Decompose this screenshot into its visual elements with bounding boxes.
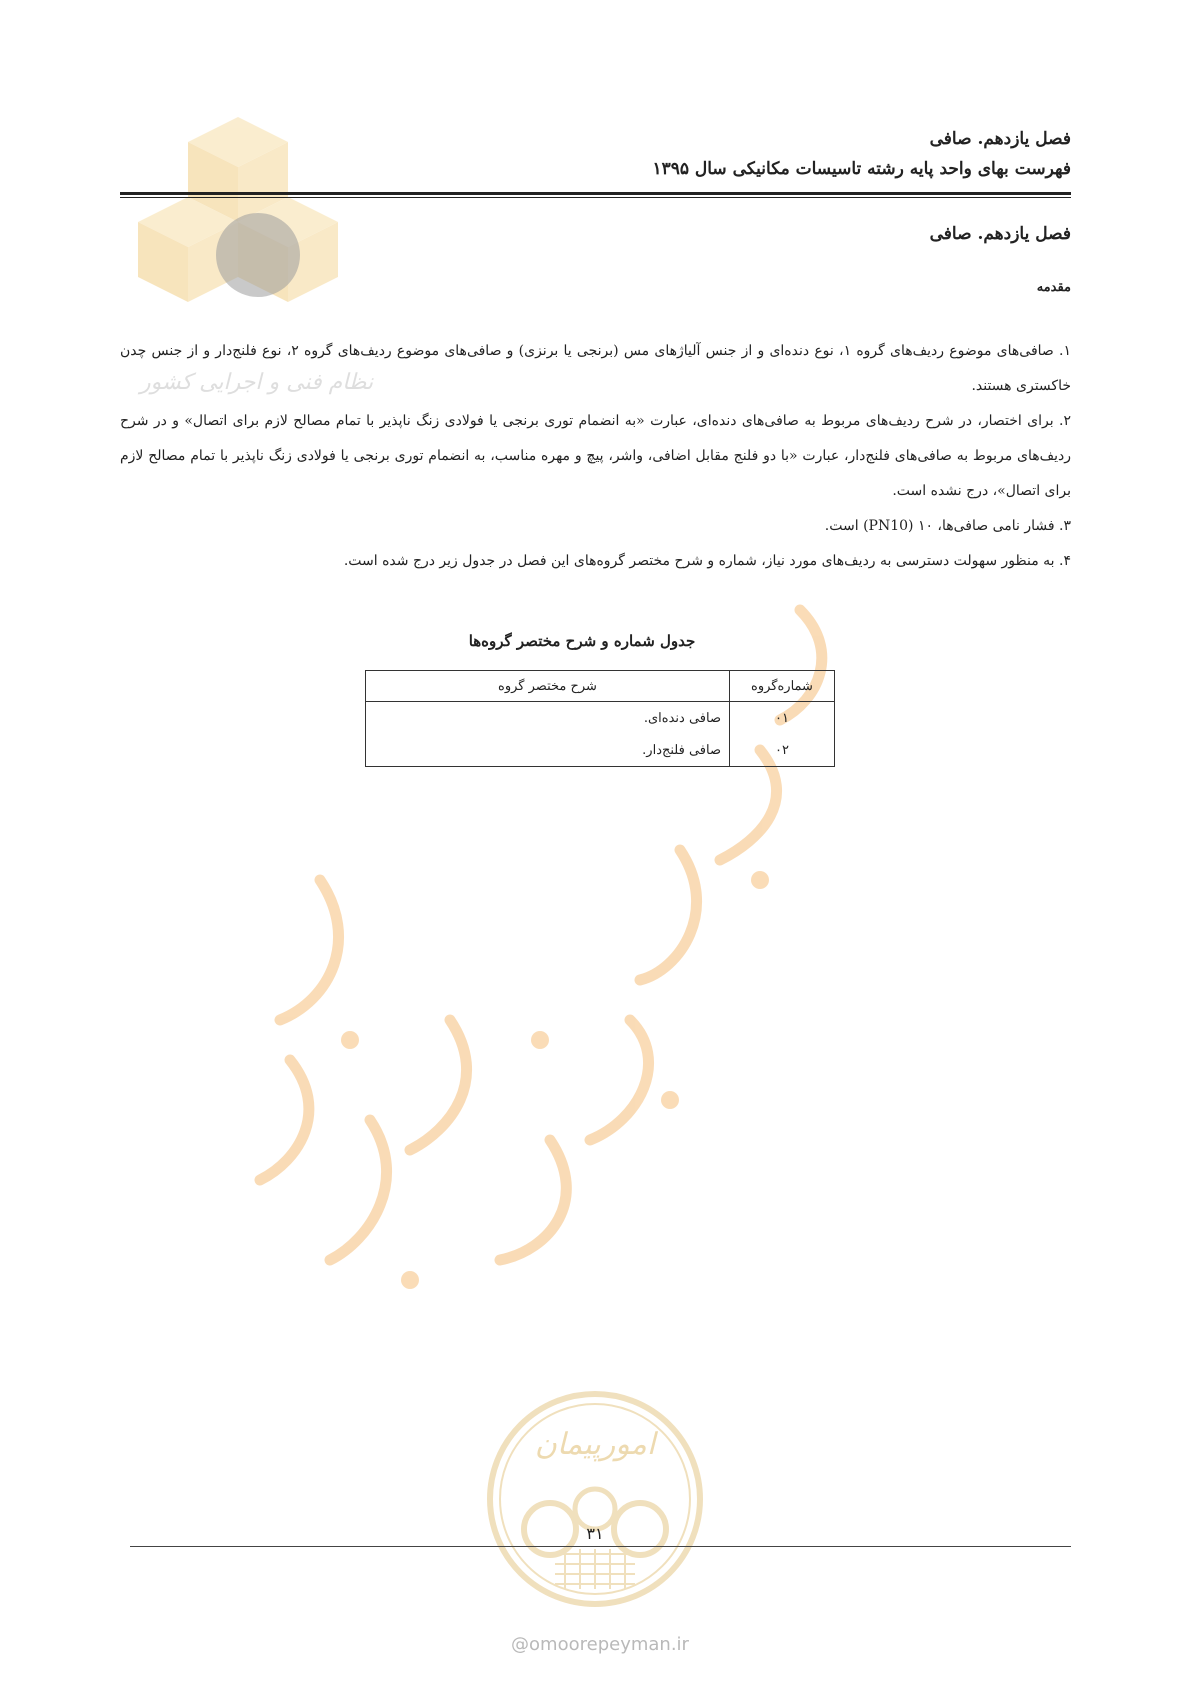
logo-caption-watermark: نظام فنی و اجرایی کشور — [140, 370, 374, 395]
paragraph-3: ۳. فشار نامی صافی‌ها، ۱۰ (PN10) است. — [824, 518, 1071, 534]
group-number-cell: ۰۱ — [730, 702, 835, 735]
script-watermark — [200, 500, 960, 1320]
page-header — [120, 124, 1071, 184]
header-rule-thin — [120, 197, 1071, 198]
paragraph-4: ۴. به منظور سهولت دسترسی به ردیف‌های مورد نیاز، شماره و شرح مختصر گروه‌های این فصل در جدول زیر درج شده است. — [343, 553, 1071, 569]
header-chapter: فصل یازدهم. صافی — [929, 129, 1071, 149]
group-description-cell: صافی فلنج‌دار. — [366, 734, 730, 767]
table-row — [366, 702, 835, 735]
paragraph-2: ۲. برای اختصار، در شرح ردیف‌های مربوط به صافی‌های دنده‌ای، عبارت «به انضمام توری برنجی یا فولادی زنگ ناپذیر با تمام مصالح لازم برای اتصال» و در شرح ردیف‌های مربوط به صافی‌های فلنج‌دار، عبارت «با دو فلنج مقابل اضافی، واشر، پیچ و مهره مناسب، به انضمام توری برنجی یا فولادی زنگ ناپذیر با تمام مصالح لازم برای اتصال»، درج نشده است. — [120, 413, 1071, 499]
footer-rule — [130, 1546, 1071, 1547]
page-number: ۳۱ — [586, 1524, 604, 1543]
table-row — [366, 734, 835, 767]
group-description-cell: صافی دنده‌ای. — [366, 702, 730, 735]
intro-body — [120, 334, 1071, 579]
table-header-row — [366, 671, 835, 702]
paragraph-1: ۱. صافی‌های موضوع ردیف‌های گروه ۱، نوع دنده‌ای و از جنس آلیاژهای مس (برنجی یا برنزی) و صافی‌های موضوع ردیف‌های گروه ۲، نوع فلنج‌دار و از جنس چدن خاکستری هستند. — [120, 343, 1071, 394]
header-group-description: شرح مختصر گروه — [366, 671, 730, 702]
site-credit: @omoorepeyman.ir — [511, 1634, 689, 1655]
groups-table — [365, 670, 835, 767]
logo-sphere — [216, 213, 300, 297]
table-caption: جدول شماره و شرح مختصر گروه‌ها — [468, 632, 696, 650]
intro-heading: مقدمه — [1036, 280, 1071, 295]
seal-watermark — [480, 1384, 710, 1614]
header-rule — [120, 192, 1071, 195]
chapter-title: فصل یازدهم. صافی — [929, 224, 1071, 244]
header-group-number: شماره‌گروه — [730, 671, 835, 702]
group-number-cell: ۰۲ — [730, 734, 835, 767]
seal-lettering: امورپیمان — [534, 1427, 656, 1462]
header-subtitle: فهرست بهای واحد پایه رشته تاسیسات مکانیکی سال ۱۳۹۵ — [652, 159, 1071, 179]
